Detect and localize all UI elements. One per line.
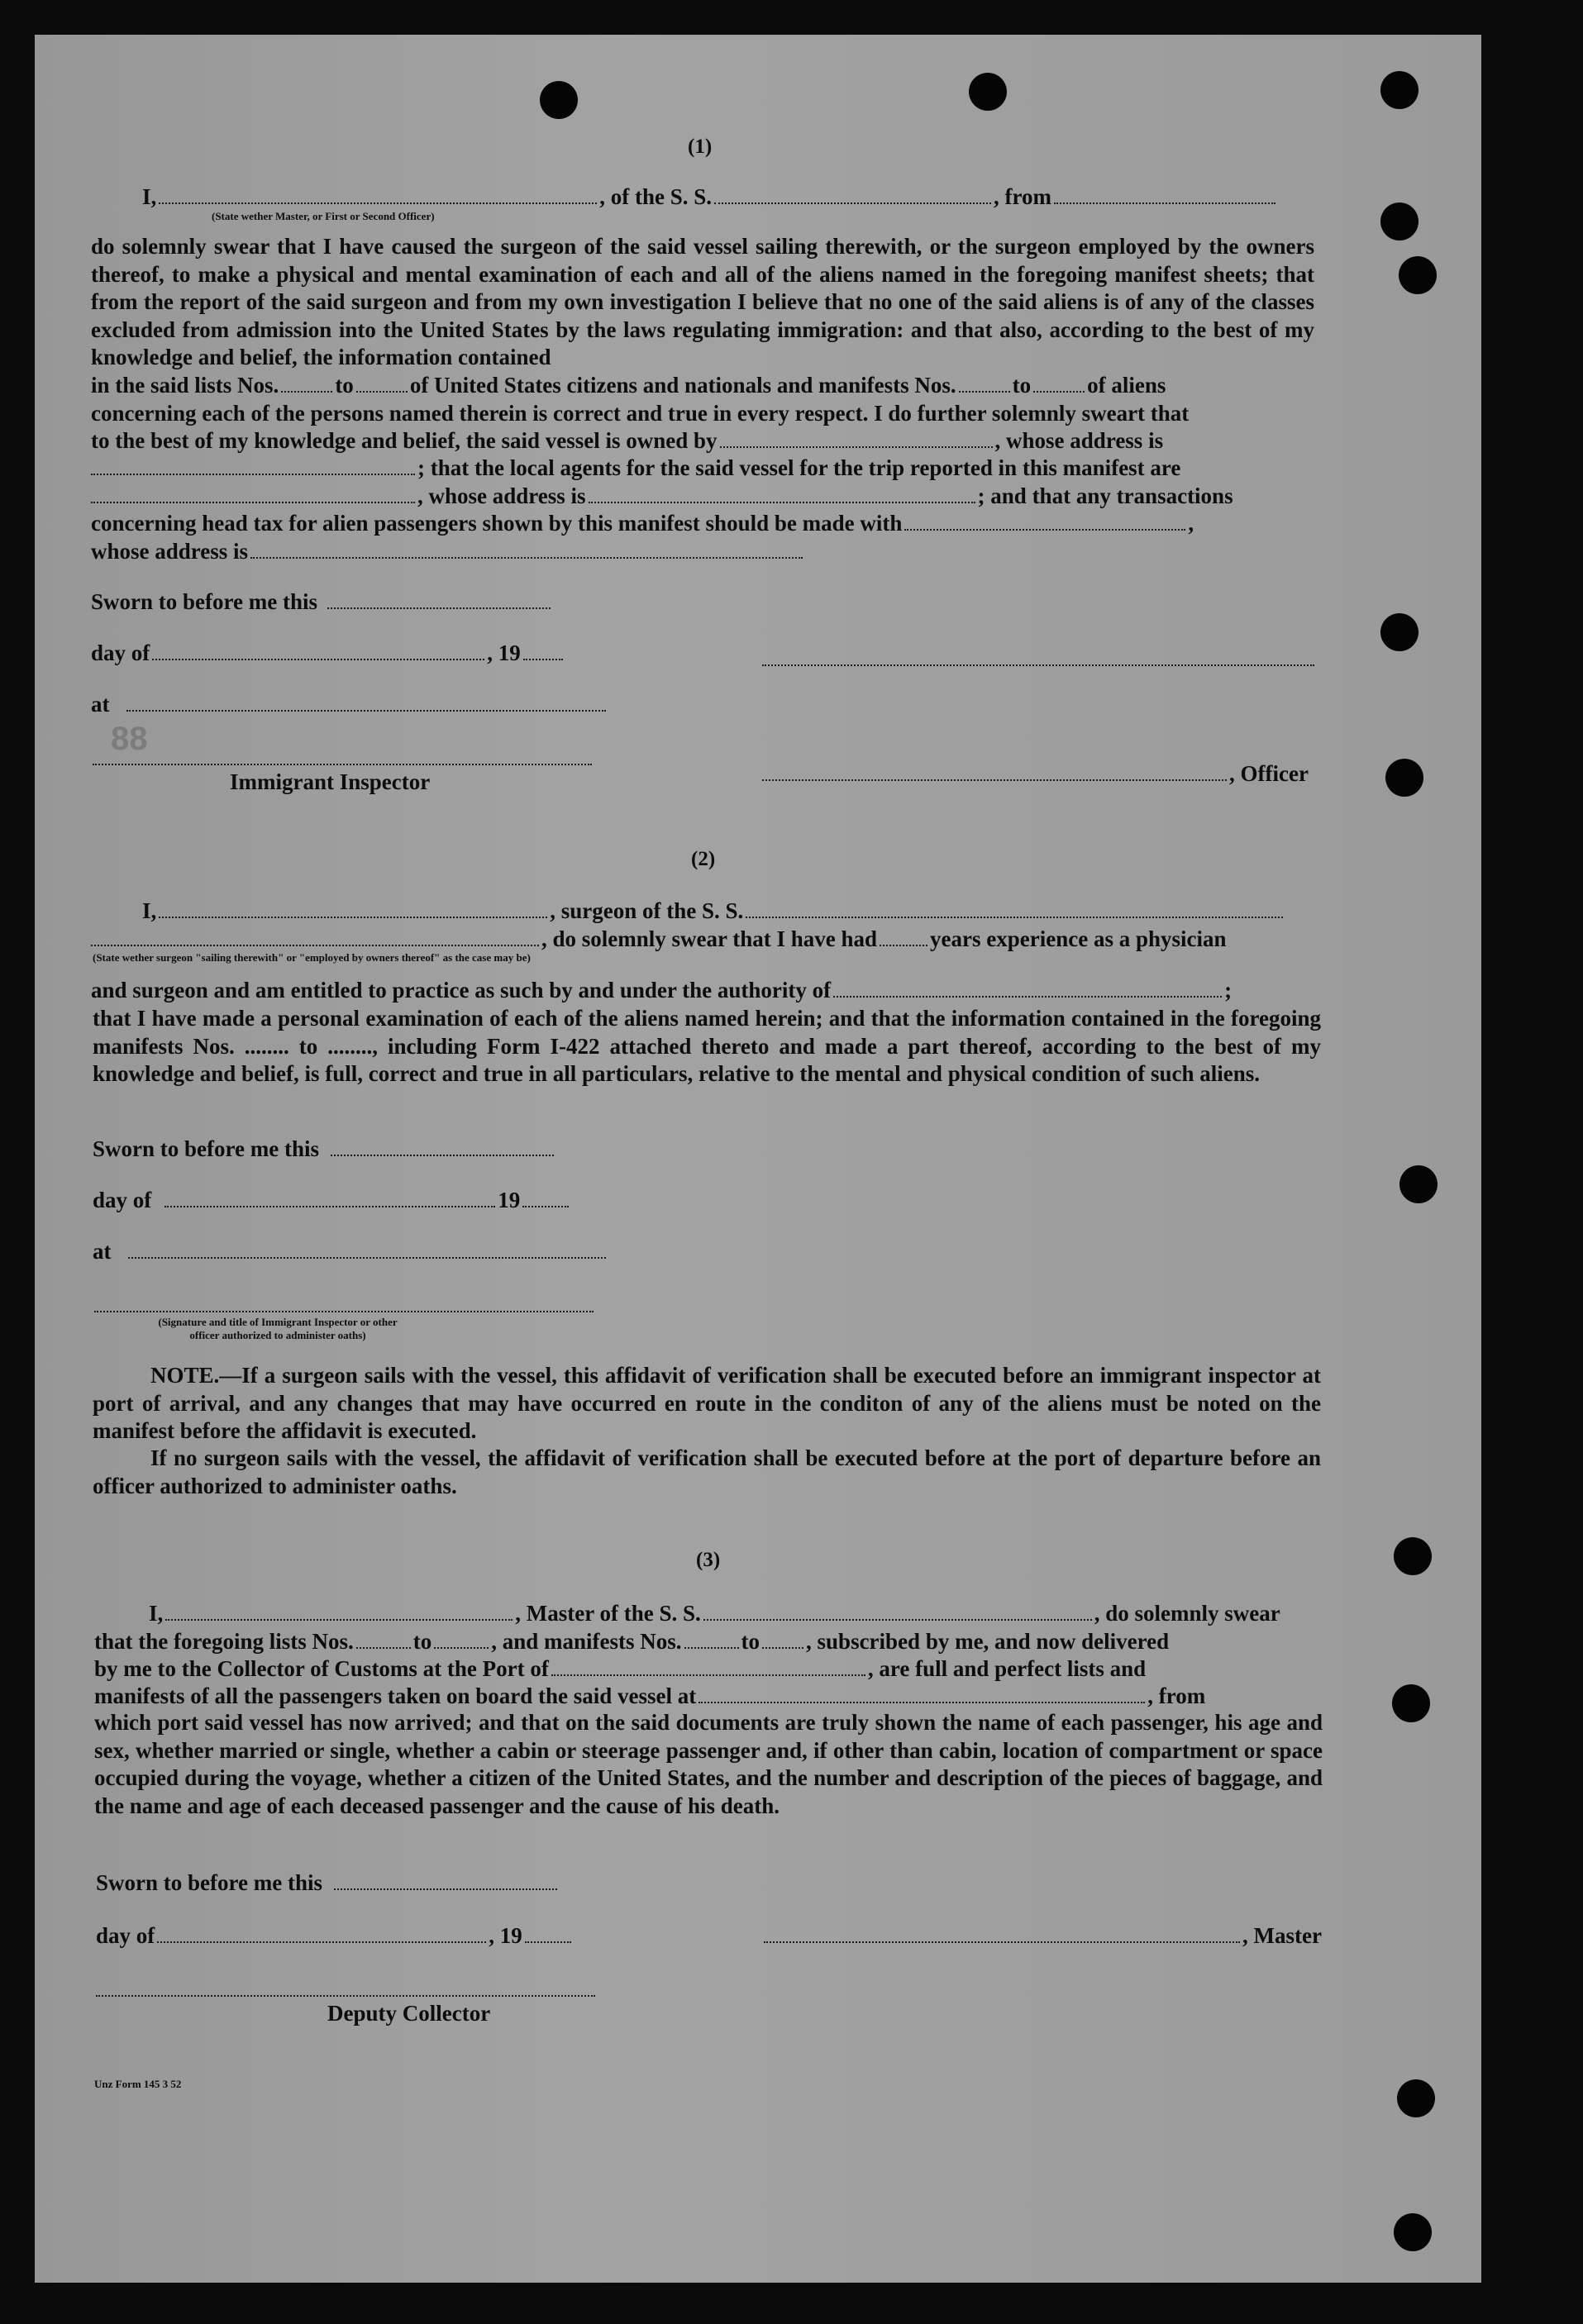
punch-hole [1394, 2213, 1432, 2251]
lists-from-field[interactable] [281, 391, 332, 393]
section-3-sworn: Sworn to before me this [96, 1869, 560, 1896]
year-field[interactable] [523, 659, 563, 660]
master-signature: , Master [764, 1922, 1322, 1949]
section-2-sworn: Sworn to before me this [93, 1136, 556, 1162]
section-2-heading: (2) [691, 848, 716, 870]
section-1-whose-line: whose address is [91, 538, 805, 564]
signature-caption: (Signature and title of Immigrant Inspector or other officer authorized to administer oaths) [158, 1316, 398, 1341]
years-experience-field[interactable] [880, 945, 927, 946]
section-3-manifests-line: manifests of all the passengers taken on board the said vessel at , from [94, 1683, 1206, 1708]
section-3-heading: (3) [696, 1549, 721, 1571]
note-paragraph-1: NOTE.—If a surgeon sails with the vessel, this affidavit of verification shall be executed before an immigrant inspector at port of arrival, and any changes that may have occurred en route in the conditon of any of the aliens must be noted on the manifest before the affidavit is executed. [93, 1363, 1321, 1443]
master-signature-field[interactable] [764, 1941, 1240, 1943]
manifests-to-field[interactable] [1033, 391, 1085, 393]
surgeon-name-field[interactable] [159, 917, 547, 918]
authority-field[interactable] [833, 996, 1222, 998]
at-place-field[interactable] [126, 710, 606, 712]
sworn-date-field-3[interactable] [334, 1888, 557, 1890]
faint-stamp-mark: 88 [111, 721, 148, 757]
section-1-owner-line: to the best of my knowledge and belief, the said vessel is owned by , whose address is [91, 428, 1164, 453]
section-2-experience-line: , do solemnly swear that I have had years experience as a physician [91, 926, 1227, 952]
punch-hole [1380, 613, 1419, 651]
form-identifier: Unz Form 145 3 52 [94, 2078, 182, 2090]
punch-hole [540, 81, 578, 119]
lists-to-field[interactable] [356, 391, 408, 393]
officer-name-field[interactable] [762, 779, 1227, 781]
manifests-to-field-3[interactable] [762, 1647, 803, 1649]
section-3-master-line: I, , Master of the S. S. , do solemnly swear [149, 1601, 1280, 1626]
section-1-sworn: Sworn to before me this [91, 588, 553, 615]
section-2-surgeon-line: I, , surgeon of the S. S. [142, 898, 1285, 924]
section-1-master-line: I, , of the S. S. , from [142, 183, 1278, 210]
headtax-address-field[interactable] [250, 557, 803, 559]
note-paragraph-2: If no surgeon sails with the vessel, the affidavit of verification shall be executed before at the port of departure before an officer authorized to administer oaths. [93, 1445, 1321, 1498]
manifests-from-field[interactable] [959, 391, 1010, 393]
lists-to-field-3[interactable] [434, 1647, 489, 1649]
surgeon-status-field[interactable] [91, 945, 539, 946]
deputy-collector-label: Deputy Collector [327, 2001, 491, 2026]
punch-hole [1399, 1165, 1438, 1203]
punch-hole [1380, 71, 1419, 109]
day-of-field-2[interactable] [164, 1206, 495, 1207]
punch-hole [1380, 202, 1419, 240]
vessel-name-field[interactable] [714, 202, 991, 204]
section-1-headtax-line: concerning head tax for alien passengers shown by this manifest should be made with , [91, 511, 1194, 536]
section-2-signature-line[interactable] [94, 1311, 594, 1312]
boarding-port-field[interactable] [699, 1702, 1145, 1703]
port-field[interactable] [551, 1674, 865, 1676]
section-1-agents-line: ; that the local agents for the said vessel for the trip reported in this manifest are [91, 455, 1180, 481]
section-3-collector-line: by me to the Collector of Customs at the Port of , are full and perfect lists and [94, 1656, 1147, 1681]
section-1-at: at [91, 691, 608, 717]
master-name-field[interactable] [159, 202, 597, 204]
punch-hole [1394, 1537, 1432, 1575]
punch-hole [1399, 256, 1437, 294]
day-of-field[interactable] [152, 659, 484, 660]
vessel-name-field-3[interactable] [703, 1619, 1092, 1621]
section-1-day-of: day of , 19 [91, 640, 565, 666]
year-field-3[interactable] [525, 1941, 571, 1943]
section-2-day-of: day of 19 [93, 1187, 571, 1213]
headtax-contact-field[interactable] [904, 529, 1185, 531]
deputy-signature-line[interactable] [96, 1995, 595, 1997]
officer-signature: , Officer [762, 760, 1309, 787]
section-3-body: which port said vessel has now arrived; and that on the said documents are truly shown the name of each passenger, his age and sex, whether married or single, whether a cabin or steerage passenger and, if other than cabin, location of compartment or space occupied during the voyage, whether a citizen of the United States, and the number and description of the pieces of baggage, and the name and age of each deceased passenger and the cause of his death. [94, 1710, 1323, 1818]
day-of-field-3[interactable] [157, 1941, 486, 1943]
section-3-day-of: day of , 19 [96, 1922, 574, 1949]
surgeon-vessel-field[interactable] [746, 917, 1283, 918]
agents-field[interactable] [91, 502, 415, 503]
lists-from-field-3[interactable] [356, 1647, 411, 1649]
departure-port-field[interactable] [1054, 202, 1275, 204]
manifests-from-field-3[interactable] [684, 1647, 739, 1649]
sworn-date-field-2[interactable] [331, 1155, 554, 1156]
section-1-heading: (1) [688, 136, 713, 158]
punch-hole [969, 73, 1007, 111]
owner-field[interactable] [720, 446, 993, 448]
punch-hole [1385, 759, 1423, 797]
section-1-agents-address-line: , whose address is ; and that any transactions [91, 483, 1233, 509]
officer-signature-line[interactable] [762, 664, 1314, 666]
inspector-signature-line[interactable] [93, 764, 592, 765]
section-2-entitled-line: and surgeon and am entitled to practice as such by and under the authority of ; [91, 978, 1233, 1002]
year-field-2[interactable] [522, 1206, 569, 1207]
master-name-field-3[interactable] [165, 1619, 513, 1621]
punch-hole [1392, 1684, 1430, 1722]
surgeon-field-caption: (State wether surgeon "sailing therewith" or "employed by owners thereof" as the case may be) [93, 951, 531, 964]
section-1-body: do solemnly swear that I have caused the surgeon of the said vessel sailing therewith, or the surgeon employed by the owners thereof, to make a physical and mental examination of each and all of the aliens named in the foregoing manifest sheets; that from the report of the said surgeon and from my own investigation I believe that no one of the said aliens is of any of the classes excluded from admission into the United States by the laws regulating immigration: and that also, according to the best of my knowledge and belief, the information contained [91, 234, 1314, 369]
sworn-date-field[interactable] [327, 607, 551, 609]
section-2-body: that I have made a personal examination of each of the aliens named herein; and that the information contained in the foregoing manifests Nos. ........ to ........, including Form I-422 attached thereto and made a part thereof, according to the best of my knowledge and belief, is full, correct and true in all particulars, relative to the mental and physical condition of such aliens. [93, 1006, 1321, 1086]
immigrant-inspector-label: Immigrant Inspector [230, 769, 431, 794]
punch-hole [1397, 2079, 1435, 2117]
section-2-at: at [93, 1238, 608, 1264]
section-1-concerning-line: concerning each of the persons named therein is correct and true in every respect. I do further solemnly sweart that [91, 401, 1190, 426]
section-3-lists-line: that the foregoing lists Nos. to , and manifests Nos. to , subscribed by me, and now delivered [94, 1629, 1170, 1654]
at-place-field-2[interactable] [128, 1257, 606, 1259]
master-field-caption: (State wether Master, or First or Second Officer) [212, 210, 435, 222]
agents-address-field[interactable] [589, 502, 975, 503]
owner-address-field[interactable] [91, 474, 415, 475]
section-1-lists-line: in the said lists Nos. to of United States citizens and nationals and manifests Nos. to of aliens [91, 373, 1166, 398]
